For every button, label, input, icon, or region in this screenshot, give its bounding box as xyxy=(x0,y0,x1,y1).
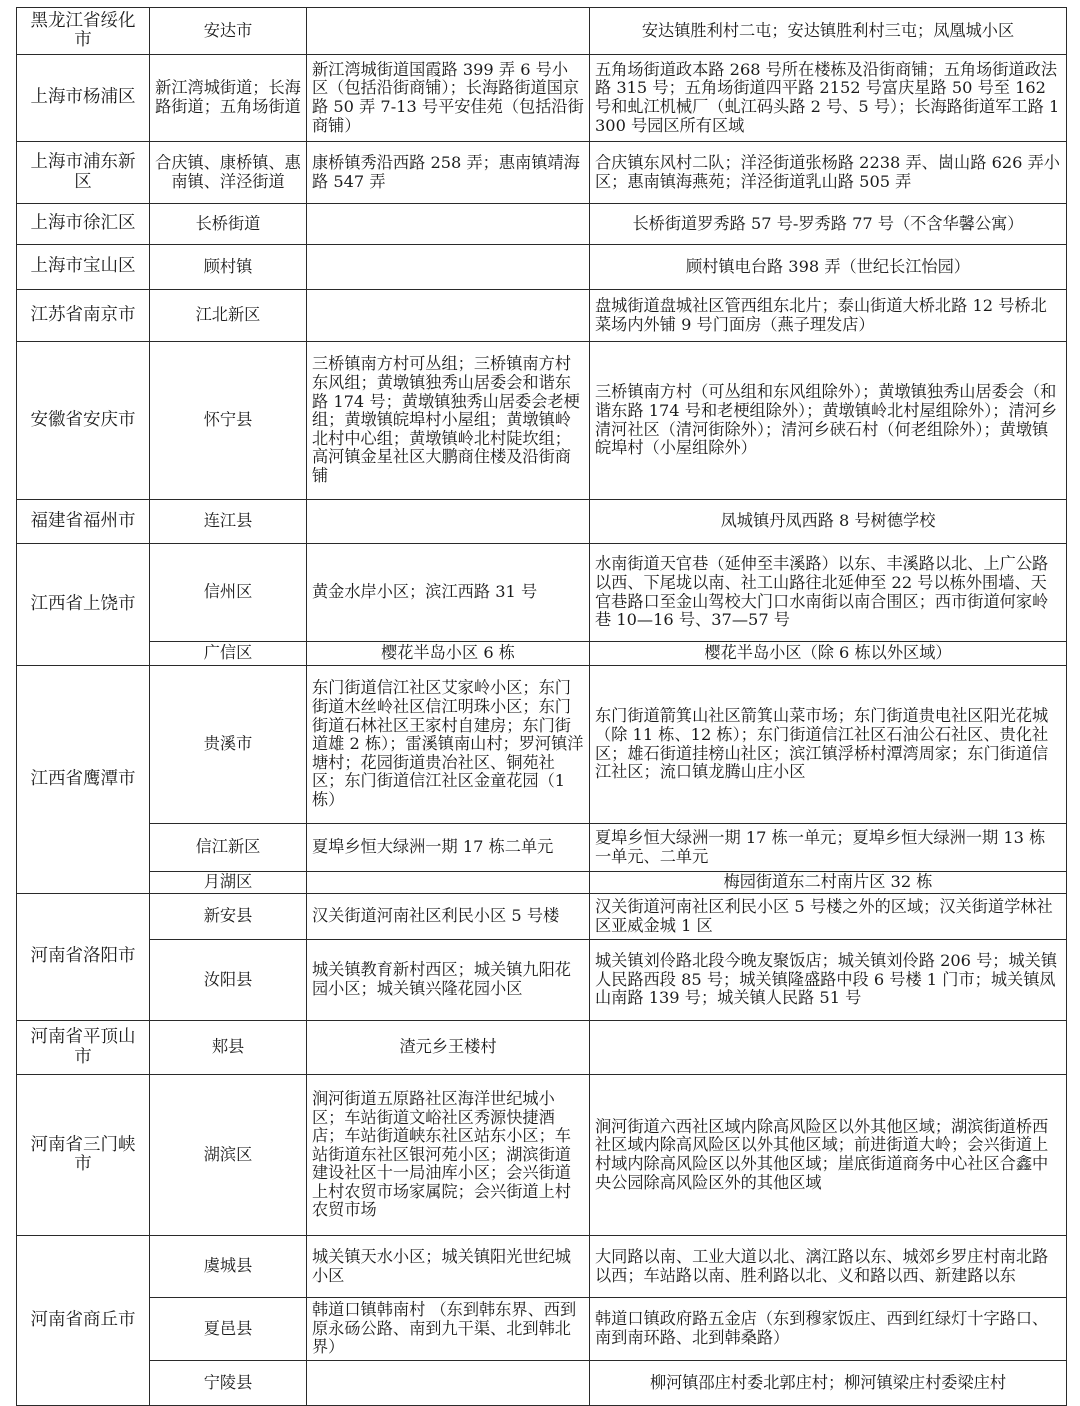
table-row xyxy=(17,544,1067,642)
province-cell: 江苏省南京市 xyxy=(17,290,150,342)
medium-risk-cell xyxy=(307,245,590,290)
low-risk-cell: 城关镇刘伶路北段今晚友聚饭店；城关镇刘伶路 206 号；城关镇人民路西段 85 号；城关镇隆盛路中段 6 号楼 1 门市；城关镇凤山南路 139 号；城关镇人民路 51 号 xyxy=(590,940,1067,1021)
district-cell: 月湖区 xyxy=(150,872,307,894)
low-risk-cell xyxy=(590,1021,1067,1075)
district-cell: 安达市 xyxy=(150,8,307,55)
table-row xyxy=(17,894,1067,940)
medium-risk-cell xyxy=(307,204,590,245)
medium-risk-cell: 汉关街道河南社区利民小区 5 号楼 xyxy=(307,894,590,940)
medium-risk-cell xyxy=(307,872,590,894)
district-cell: 信江新区 xyxy=(150,824,307,872)
district-cell: 长桥街道 xyxy=(150,204,307,245)
low-risk-cell: 凤城镇丹凤西路 8 号树德学校 xyxy=(590,500,1067,544)
province-cell: 河南省平顶山市 xyxy=(17,1021,150,1075)
province-cell: 上海市浦东新区 xyxy=(17,142,150,204)
district-cell: 贵溪市 xyxy=(150,666,307,824)
low-risk-cell: 顾村镇电台路 398 弄（世纪长江怡园） xyxy=(590,245,1067,290)
table-row xyxy=(17,290,1067,342)
district-cell: 连江县 xyxy=(150,500,307,544)
risk-area-table xyxy=(16,7,1067,1406)
low-risk-cell: 柳河镇邵庄村委北郭庄村；柳河镇梁庄村委梁庄村 xyxy=(590,1361,1067,1406)
medium-risk-cell: 樱花半岛小区 6 栋 xyxy=(307,642,590,666)
low-risk-cell: 三桥镇南方村（可丛组和东风组除外）；黄墩镇独秀山居委会（和谐东路 174 号和老梗组除外）；黄墩镇岭北村屋组除外）；清河乡清河社区（清河街除外）；清河乡硖石村（何老组除外）；黄墩镇皖埠村（小屋组除外） xyxy=(590,342,1067,500)
district-cell: 信州区 xyxy=(150,544,307,642)
table-row xyxy=(17,1236,1067,1298)
province-cell: 上海市宝山区 xyxy=(17,245,150,290)
province-cell: 上海市杨浦区 xyxy=(17,55,150,142)
low-risk-cell: 盘城街道盘城社区管西组东北片；泰山街道大桥北路 12 号桥北菜场内外铺 9 号门面房（燕子理发店） xyxy=(590,290,1067,342)
district-cell: 怀宁县 xyxy=(150,342,307,500)
table-row xyxy=(17,1021,1067,1075)
table-row xyxy=(17,824,1067,872)
district-cell: 汝阳县 xyxy=(150,940,307,1021)
medium-risk-cell xyxy=(307,8,590,55)
medium-risk-cell: 夏埠乡恒大绿洲一期 17 栋二单元 xyxy=(307,824,590,872)
table-row xyxy=(17,8,1067,55)
district-cell: 顾村镇 xyxy=(150,245,307,290)
table-row xyxy=(17,142,1067,204)
low-risk-cell: 长桥街道罗秀路 57 号-罗秀路 77 号（不含华馨公寓） xyxy=(590,204,1067,245)
medium-risk-cell: 城关镇教育新村西区；城关镇九阳花园小区；城关镇兴隆花园小区 xyxy=(307,940,590,1021)
medium-risk-cell xyxy=(307,1361,590,1406)
low-risk-cell: 水南街道天官巷（延伸至丰溪路）以东、丰溪路以北、上广公路以西、下尾垅以南、社工山路往北延伸至 22 号以栋外围墙、天官巷路口至金山驾校大门口水南街以南合围区；西市街道何家岭巷 10—16 号、37—57 号 xyxy=(590,544,1067,642)
province-cell: 黑龙江省绥化市 xyxy=(17,8,150,55)
medium-risk-cell: 城关镇天水小区；城关镇阳光世纪城小区 xyxy=(307,1236,590,1298)
medium-risk-cell xyxy=(307,500,590,544)
table-row xyxy=(17,1361,1067,1406)
low-risk-cell: 梅园街道东二村南片区 32 栋 xyxy=(590,872,1067,894)
province-cell: 安徽省安庆市 xyxy=(17,342,150,500)
low-risk-cell: 东门街道箭箕山社区箭箕山菜市场；东门街道贵电社区阳光花城（除 11 栋、12 栋）；东门街道信江社区石油公石社区、贵化社区；雄石街道挂榜山社区；滨江镇浮桥村潭湾周家；东门街道信江社区；流口镇龙腾山庄小区 xyxy=(590,666,1067,824)
district-cell: 郏县 xyxy=(150,1021,307,1075)
low-risk-cell: 安达镇胜利村二屯；安达镇胜利村三屯；凤凰城小区 xyxy=(590,8,1067,55)
medium-risk-cell: 渣元乡王楼村 xyxy=(307,1021,590,1075)
district-cell: 湖滨区 xyxy=(150,1075,307,1236)
province-cell: 河南省三门峡市 xyxy=(17,1075,150,1236)
table-row xyxy=(17,1075,1067,1236)
medium-risk-cell: 新江湾城街道国霞路 399 弄 6 号小区（包括沿街商铺）；长海路街道国京路 50 弄 7-13 号平安佳苑（包括沿街商铺） xyxy=(307,55,590,142)
district-cell: 夏邑县 xyxy=(150,1298,307,1361)
table-row xyxy=(17,342,1067,500)
low-risk-cell: 夏埠乡恒大绿洲一期 17 栋一单元；夏埠乡恒大绿洲一期 13 栋一单元、二单元 xyxy=(590,824,1067,872)
table-row xyxy=(17,642,1067,666)
medium-risk-cell: 韩道口镇韩南村 （东到韩东界、西到原永砀公路、南到九干渠、北到韩北界） xyxy=(307,1298,590,1361)
low-risk-cell: 五角场街道政本路 268 号所在楼栋及沿街商铺；五角场街道政法路 315 号；五角场街道四平路 2152 号富庆星路 50 号至 162 号和虬江机械厂（虬江码头路 2 号、5 号）；长海路街道军工路 1300 号园区所有区域 xyxy=(590,55,1067,142)
medium-risk-cell: 康桥镇秀沿西路 258 弄；惠南镇靖海路 547 弄 xyxy=(307,142,590,204)
low-risk-cell: 大同路以南、工业大道以北、漓江路以东、城郊乡罗庄村南北路以西；车站路以南、胜利路以北、义和路以西、新建路以东 xyxy=(590,1236,1067,1298)
low-risk-cell: 韩道口镇政府路五金店（东到穆家饭庄、西到红绿灯十字路口、南到南环路、北到韩桑路） xyxy=(590,1298,1067,1361)
medium-risk-cell: 黄金水岸小区；滨江西路 31 号 xyxy=(307,544,590,642)
district-cell: 虞城县 xyxy=(150,1236,307,1298)
district-cell: 宁陵县 xyxy=(150,1361,307,1406)
district-cell: 合庆镇、康桥镇、惠南镇、洋泾街道 xyxy=(150,142,307,204)
low-risk-cell: 汉关街道河南社区利民小区 5 号楼之外的区域；汉关街道学林社区亚威金城 1 区 xyxy=(590,894,1067,940)
province-cell: 上海市徐汇区 xyxy=(17,204,150,245)
district-cell: 新江湾城街道；长海路街道；五角场街道 xyxy=(150,55,307,142)
table-row xyxy=(17,204,1067,245)
table-row xyxy=(17,500,1067,544)
low-risk-cell: 樱花半岛小区（除 6 栋以外区域） xyxy=(590,642,1067,666)
province-cell: 江西省上饶市 xyxy=(17,544,150,666)
table-row xyxy=(17,1298,1067,1361)
district-cell: 江北新区 xyxy=(150,290,307,342)
district-cell: 新安县 xyxy=(150,894,307,940)
low-risk-cell: 涧河街道六西社区域内除高风险区以外其他区域；湖滨街道桥西社区域内除高风险区以外其他区域；前进街道大岭；会兴街道上村域内除高风险区以外其他区域；崖底街道商务中心社区合鑫中央公园除高风险区外的其他区域 xyxy=(590,1075,1067,1236)
province-cell: 河南省商丘市 xyxy=(17,1236,150,1406)
table-row xyxy=(17,872,1067,894)
province-cell: 江西省鹰潭市 xyxy=(17,666,150,894)
medium-risk-cell: 涧河街道五原路社区海洋世纪城小区；车站街道文峪社区秀源快捷酒店；车站街道峡东社区站东小区；车站街道东社区银河苑小区；湖滨街道建设社区十一局油库小区；会兴街道上村农贸市场家属院；会兴街道上村农贸市场 xyxy=(307,1075,590,1236)
medium-risk-cell xyxy=(307,290,590,342)
table-row xyxy=(17,666,1067,824)
table-row xyxy=(17,940,1067,1021)
table-row xyxy=(17,55,1067,142)
low-risk-cell: 合庆镇东风村二队；洋泾街道张杨路 2238 弄、崮山路 626 弄小区；惠南镇海燕苑；洋泾街道乳山路 505 弄 xyxy=(590,142,1067,204)
district-cell: 广信区 xyxy=(150,642,307,666)
medium-risk-cell: 三桥镇南方村可丛组；三桥镇南方村东风组；黄墩镇独秀山居委会和谐东路 174 号；黄墩镇独秀山居委会老梗组；黄墩镇皖埠村小屋组；黄墩镇岭北村中心组；黄墩镇岭北村陡坎组；高河镇金星社区大鹏商住楼及沿街商铺 xyxy=(307,342,590,500)
province-cell: 河南省洛阳市 xyxy=(17,894,150,1021)
table-row xyxy=(17,245,1067,290)
province-cell: 福建省福州市 xyxy=(17,500,150,544)
medium-risk-cell: 东门街道信江社区艾家岭小区；东门街道木丝岭社区信江明珠小区；东门街道石林社区王家村自建房；东门街道雄 2 栋）；雷溪镇南山村；罗河镇洋塘村；花园街道贵冶社区、铜苑社区；东门街道信江社区金童花园（1 栋） xyxy=(307,666,590,824)
